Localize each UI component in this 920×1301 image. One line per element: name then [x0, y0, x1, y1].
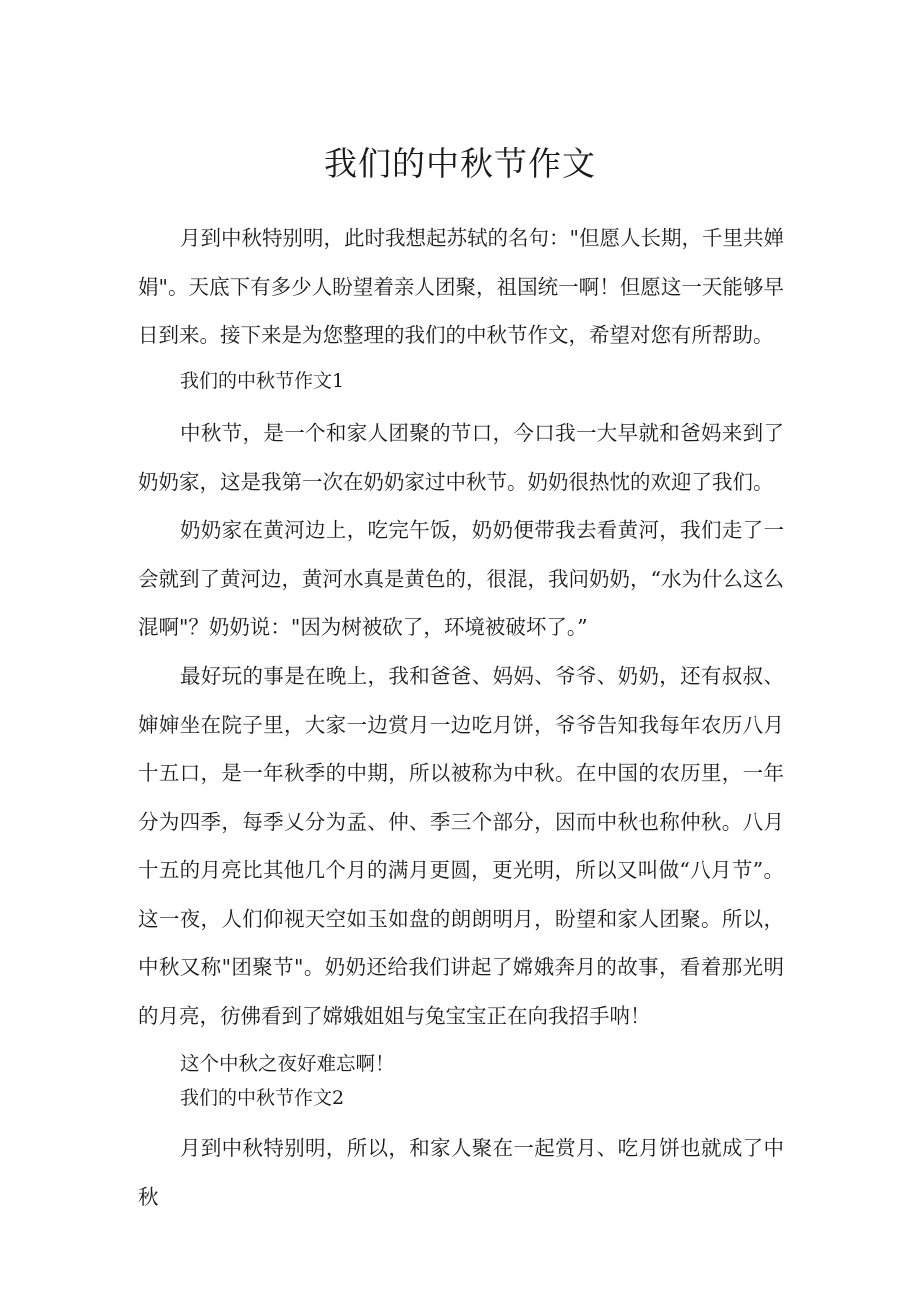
essay1-heading: 我们的中秋节作文1 — [180, 370, 345, 392]
intro-paragraph: 月到中秋特别明，此时我想起苏轼的名句："但愿人长期，千里共婵娟"。天底下有多少人盼望着亲人团聚，祖国统一啊！但愿这一天能够早日到来。接下来是为您整理的我们的中秋节作文，希望对您有所帮助。 — [138, 226, 784, 347]
essay1-paragraph-3: 最好玩的事是在晚上，我和爸爸、妈妈、爷爷、奶奶，还有叔叔、婶婶坐在院子里，大家一边赏月一边吃月饼，爷爷告知我每年农历八月十五口，是一年秋季的中期，所以被称为中秋。在中国的农历里，一年分为四季，每季乂分为孟、仲、季三个部分，因而中秋也称仲秋。八月十五的月亮比其他几个月的满月更圆，更光明，所以又叫做“八月节”。这一夜，人们仰视天空如玉如盘的朗朗明月，盼望和家人团聚。所以，中秋又称"团聚节"。奶奶还给我们讲起了嫦娥奔月的故事，看着那光明的月亮，彷佛看到了嫦娥姐姐与兔宝宝正在向我招手呐！ — [138, 664, 784, 1028]
essay1-paragraph-2: 奶奶家在黄河边上，吃完午饭，奶奶便带我去看黄河，我们走了一会就到了黄河边，黄河水真是黄色的，很混，我问奶奶，“水为什么这么混啊"？奶奶说："因为树被砍了，环境被破坏了。” — [138, 518, 784, 639]
document-title: 我们的中秋节作文 — [324, 144, 596, 183]
essay2-paragraph-1: 月到中秋特别明，所以，和家人聚在一起赏月、吃月饼也就成了中秋 — [138, 1136, 784, 1209]
essay2-heading: 我们的中秋节作文2 — [180, 1087, 345, 1109]
essay1-closing: 这个中秋之夜好难忘啊！ — [180, 1052, 395, 1075]
essay1-paragraph-1: 中秋节，是一个和家人团聚的节口，今口我一大早就和爸妈来到了奶奶家，这是我第一次在奶奶家过中秋节。奶奶很热忱的欢迎了我们。 — [138, 421, 784, 494]
